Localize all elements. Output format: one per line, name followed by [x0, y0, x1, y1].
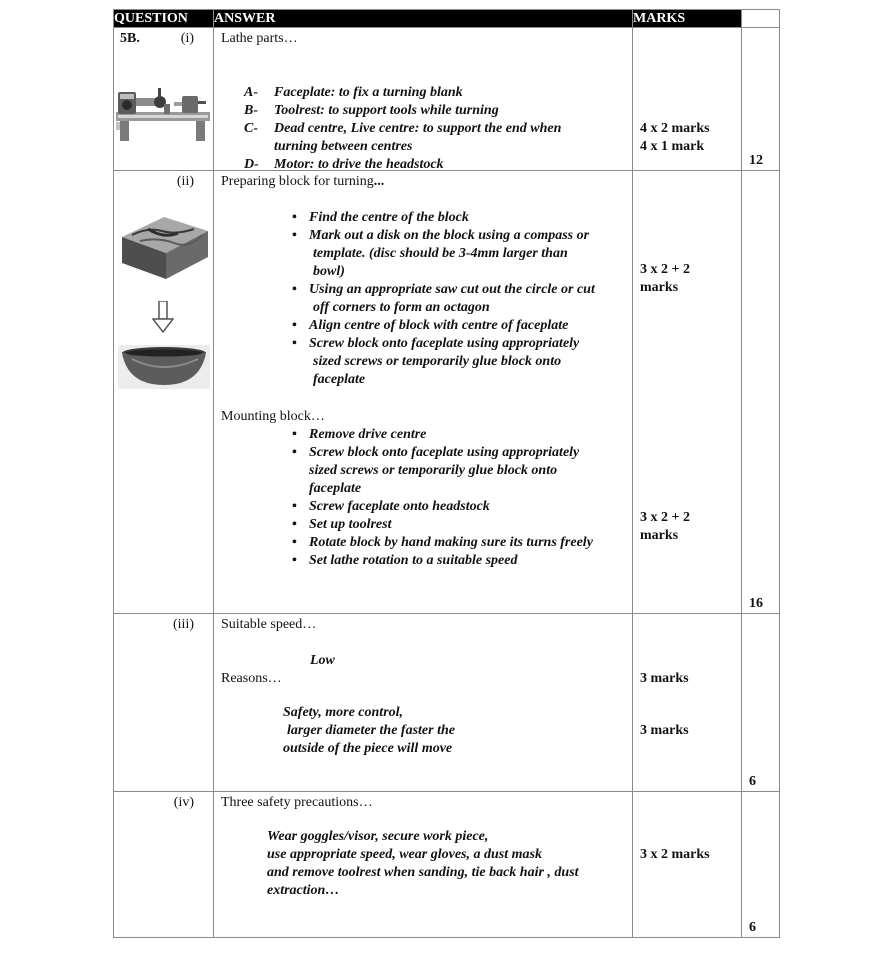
bowl-image	[118, 345, 210, 389]
list-item	[286, 227, 631, 281]
bullet-text-continued: faceplate	[313, 372, 366, 387]
answer-intro-secondary: Mounting block…	[221, 409, 325, 424]
header-marks: MARKS	[633, 10, 742, 28]
bullet-text: Find the centre of the block	[309, 210, 469, 225]
part-letter: C-	[244, 121, 258, 136]
bullet-text-continued: off corners to form an octagon	[313, 300, 490, 315]
part-item	[244, 102, 561, 120]
row-part-i	[114, 28, 780, 171]
answer-cell-ii	[214, 171, 633, 614]
intro-text: Preparing block for turning	[221, 174, 374, 189]
question-part: (i)	[180, 31, 194, 46]
answer-cell-iii	[214, 614, 633, 792]
marks-cell-ii	[633, 171, 742, 614]
total-cell-iv	[742, 792, 780, 938]
safety-answer	[267, 828, 579, 900]
list-item	[286, 426, 631, 444]
lathe-image	[114, 82, 212, 142]
part-text-continued: turning between centres	[274, 139, 413, 154]
total-marks: 6	[749, 920, 756, 935]
marks-value: 3 x 2 + 2	[640, 262, 690, 277]
answer-reasons	[283, 704, 455, 758]
part-item	[244, 84, 561, 102]
row-part-iii	[114, 614, 780, 792]
question-part: (iv)	[173, 795, 194, 810]
total-cell-ii	[742, 171, 780, 614]
question-cell-ii	[114, 171, 214, 614]
answer-line: extraction…	[267, 883, 340, 898]
answer-cell-iv	[214, 792, 633, 938]
question-cell-iii	[114, 614, 214, 792]
marks-value: 3 x 2 marks	[640, 847, 710, 862]
part-item	[244, 120, 561, 138]
answer-line: use appropriate speed, wear gloves, a dust mask	[267, 847, 542, 862]
question-cell-iv	[114, 792, 214, 938]
part-text: Toolrest: to support tools while turning	[274, 103, 499, 118]
answer-line: and remove toolrest when sanding, tie back hair , dust	[267, 865, 579, 880]
marks-cell-iii	[633, 614, 742, 792]
question-cell-i	[114, 28, 214, 171]
reason-line: outside of the piece will move	[283, 741, 453, 756]
bullet-text: Set lathe rotation to a suitable speed	[309, 553, 518, 568]
bullet-text-continued: template. (disc should be 3-4mm larger than	[313, 246, 568, 261]
list-item	[286, 516, 631, 534]
question-part: (ii)	[176, 174, 194, 189]
bullet-text: Remove drive centre	[309, 427, 427, 442]
list-item	[286, 498, 631, 516]
marks-value: 3 x 2 + 2	[640, 510, 690, 525]
reason-line: larger diameter the faster the	[287, 723, 455, 738]
part-text: Motor: to drive the headstock	[274, 157, 444, 172]
header-answer: ANSWER	[214, 10, 633, 28]
bullet-text: Screw block onto faceplate using appropriately	[309, 336, 580, 351]
down-arrow-icon	[152, 301, 174, 333]
marks-value: 4 x 2 marks	[640, 121, 710, 136]
total-marks: 16	[749, 596, 763, 611]
bullet-text-continued: faceplate	[309, 481, 362, 496]
bullet-text-continued: bowl)	[313, 264, 345, 279]
marks-value: marks	[640, 528, 679, 543]
header-total-blank	[742, 10, 780, 28]
answer-intro	[221, 173, 384, 191]
answer-cell-i	[214, 28, 633, 171]
total-cell-iii	[742, 614, 780, 792]
answer-intro-secondary: Reasons…	[221, 671, 282, 686]
marks-cell-i	[633, 28, 742, 171]
list-item	[286, 209, 631, 227]
wood-block-image	[118, 209, 210, 281]
header-row	[114, 10, 780, 28]
intro-dots: ...	[373, 174, 385, 189]
part-text: Faceplate: to fix a turning blank	[274, 85, 463, 100]
row-part-iv	[114, 792, 780, 938]
mark-scheme-table	[113, 9, 780, 938]
part-letter: A-	[244, 85, 258, 100]
part-letter: B-	[244, 103, 258, 118]
question-number: 5B.	[120, 31, 140, 46]
bullet-text: Set up toolrest	[309, 517, 392, 532]
header-question: QUESTION	[114, 10, 214, 28]
answer-intro: Three safety precautions…	[221, 795, 373, 810]
bullet-text: Align centre of block with centre of faceplate	[309, 318, 569, 333]
preparing-steps-list	[286, 209, 631, 389]
marks-value: 4 x 1 mark	[640, 139, 705, 154]
mounting-steps-list	[286, 426, 631, 570]
list-item	[286, 552, 631, 570]
bullet-text: Using an appropriate saw cut out the circle or cut	[309, 282, 595, 297]
row-part-ii	[114, 171, 780, 614]
list-item	[286, 335, 631, 389]
bullet-text-continued: sized screws or temporarily glue block onto	[313, 354, 562, 369]
answer-intro: Suitable speed…	[221, 617, 317, 632]
bullet-text: Rotate block by hand making sure its turns freely	[309, 535, 593, 550]
bullet-text: Screw faceplate onto headstock	[309, 499, 490, 514]
bullet-text: Screw block onto faceplate using appropriately	[309, 445, 580, 460]
marks-value: 3 marks	[640, 723, 689, 738]
answer-line: Wear goggles/visor, secure work piece,	[267, 829, 489, 844]
list-item	[286, 281, 631, 317]
total-marks: 12	[749, 153, 763, 168]
bullet-text: Mark out a disk on the block using a compass or	[309, 228, 590, 243]
reason-line: Safety, more control,	[283, 705, 404, 720]
total-cell-i	[742, 28, 780, 171]
bullet-text-continued: sized screws or temporarily glue block onto	[309, 463, 558, 478]
answer-speed: Low	[310, 653, 335, 668]
lathe-parts-list	[244, 84, 561, 174]
marks-value: marks	[640, 280, 679, 295]
part-letter: D-	[244, 157, 259, 172]
part-text: Dead centre, Live centre: to support the end when	[274, 121, 562, 136]
list-item	[286, 534, 631, 552]
list-item	[286, 317, 631, 335]
list-item	[286, 444, 631, 498]
marks-value: 3 marks	[640, 671, 689, 686]
answer-intro: Lathe parts…	[221, 31, 298, 46]
marks-cell-iv	[633, 792, 742, 938]
question-part: (iii)	[173, 617, 194, 632]
total-marks: 6	[749, 774, 756, 789]
